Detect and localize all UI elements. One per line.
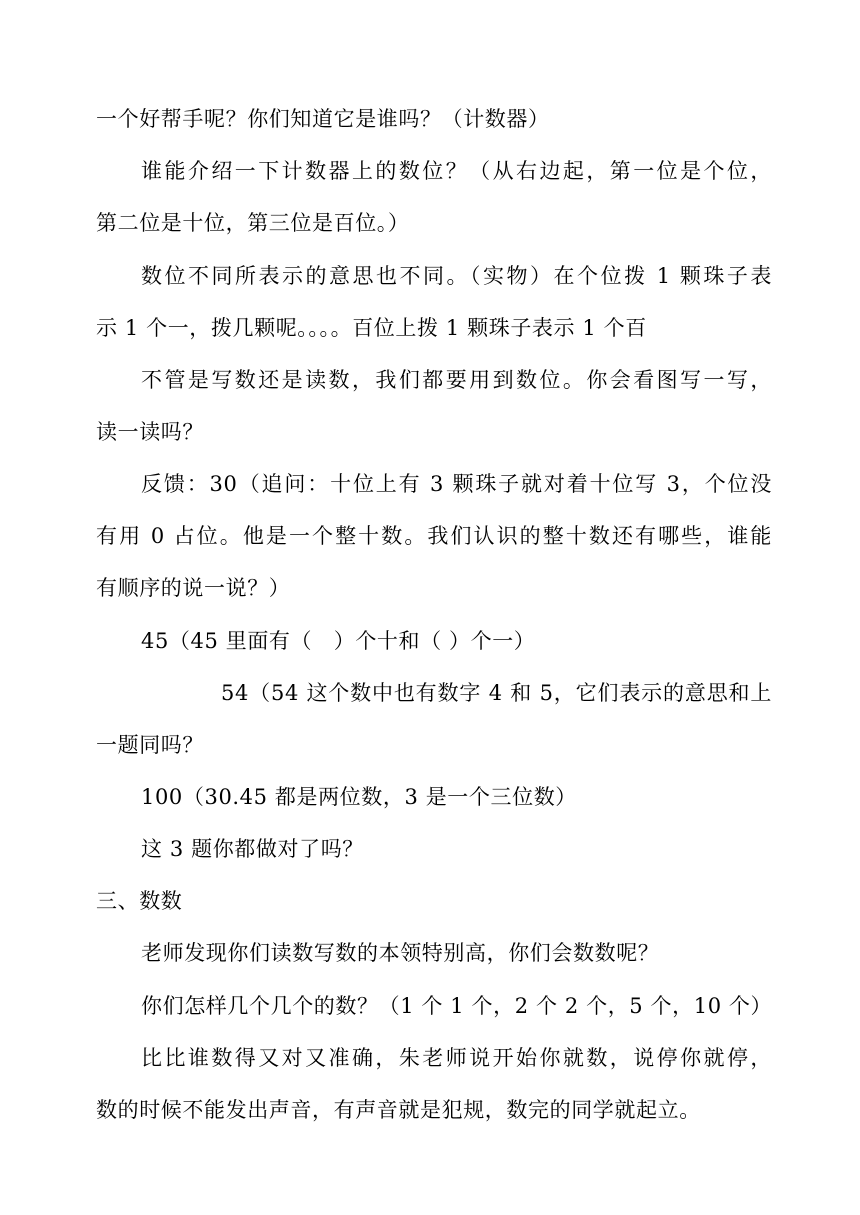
text-line: 读一读吗？ bbox=[96, 420, 204, 444]
text-line: 不管是写数还是读数，我们都要用到数位。你会看图写一写， bbox=[141, 368, 772, 392]
text-line: 老师发现你们读数写数的本领特别高，你们会数数呢？ bbox=[141, 941, 660, 965]
text-line: 45（45 里面有（ ）个十和（ ）个一） bbox=[141, 629, 536, 653]
text-line: 第二位是十位，第三位是百位。） bbox=[96, 211, 410, 235]
text-line: 这 3 题你都做对了吗？ bbox=[141, 837, 364, 861]
text-line: 数的时候不能发出声音，有声音就是犯规，数完的同学就起立。 bbox=[96, 1098, 701, 1122]
text-line: 一个好帮手呢？你们知道它是谁吗？（计数器） bbox=[96, 107, 550, 131]
text-line: 一题同吗？ bbox=[96, 733, 204, 757]
text-line: 有顺序的说一说？） bbox=[96, 576, 291, 600]
text-line: 示 1 个一，拨几颗呢。。。。百位上拨 1 颗珠子表示 1 个百 bbox=[96, 316, 647, 340]
text-line: 100（30.45 都是两位数，3 是一个三位数） bbox=[141, 785, 577, 809]
text-line: 你们怎样几个几个的数？（1 个 1 个，2 个 2 个，5 个，10 个） bbox=[141, 994, 773, 1018]
text-line: 谁能介绍一下计数器上的数位？（从右边起，第一位是个位， bbox=[141, 159, 772, 183]
section-heading: 三、数数 bbox=[96, 889, 183, 913]
text-line: 54（54 这个数中也有数字 4 和 5，它们表示的意思和上 bbox=[221, 681, 772, 705]
text-line: 比比谁数得又对又准确，朱老师说开始你就数，说停你就停， bbox=[141, 1046, 772, 1070]
text-line: 反馈：30（追问：十位上有 3 颗珠子就对着十位写 3，个位没 bbox=[141, 472, 772, 496]
text-line: 数位不同所表示的意思也不同。（实物）在个位拨 1 颗珠子表 bbox=[141, 264, 772, 288]
text-line: 有用 0 占位。他是一个整十数。我们认识的整十数还有哪些，谁能 bbox=[96, 524, 772, 548]
